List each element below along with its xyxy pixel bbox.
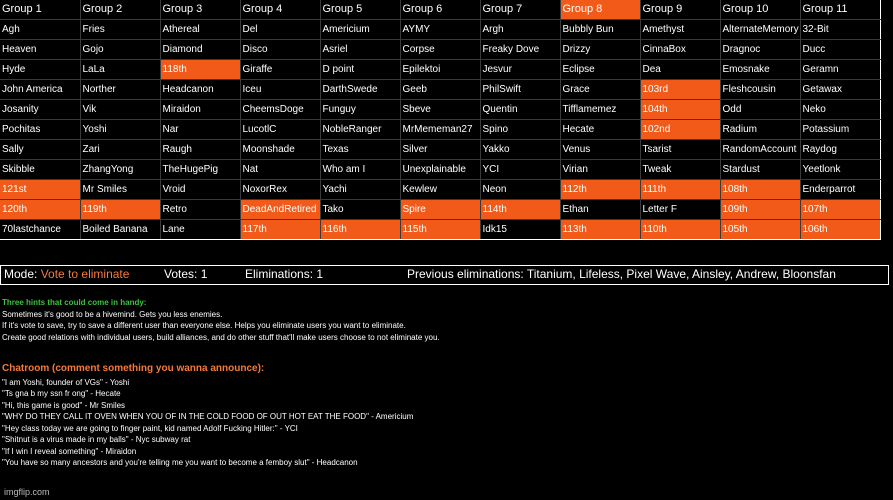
table-cell: 114th bbox=[480, 200, 560, 220]
table-cell: 106th bbox=[800, 220, 880, 240]
table-cell: Agh bbox=[0, 20, 80, 40]
table-cell: Raugh bbox=[160, 140, 240, 160]
table-cell: Idk15 bbox=[480, 220, 560, 240]
table-cell: 70lastchance bbox=[0, 220, 80, 240]
table-cell: Ducc bbox=[800, 40, 880, 60]
table-cell: 111th bbox=[640, 180, 720, 200]
table-cell: Tako bbox=[320, 200, 400, 220]
table-cell: D point bbox=[320, 60, 400, 80]
table-cell: Dragnoc bbox=[720, 40, 800, 60]
table-cell: Nat bbox=[240, 160, 320, 180]
table-cell: Yoshi bbox=[80, 120, 160, 140]
table-cell: 32-Bit bbox=[800, 20, 880, 40]
table-cell: Tifflamemez bbox=[560, 100, 640, 120]
table-cell: Who am I bbox=[320, 160, 400, 180]
chat-message: "Shitnut is a virus made in my balls" - Nyc subway rat bbox=[2, 435, 191, 444]
table-cell: Vroid bbox=[160, 180, 240, 200]
table-cell: Skibble bbox=[0, 160, 80, 180]
table-cell: Stardust bbox=[720, 160, 800, 180]
table-cell: Silver bbox=[400, 140, 480, 160]
table-row bbox=[0, 220, 880, 240]
table-row bbox=[0, 40, 880, 60]
chat-message: "WHY DO THEY CALL IT OVEN WHEN YOU OF IN THE COLD FOOD OF OUT HOT EAT THE FOOD" - Americium bbox=[2, 412, 414, 421]
previous-eliminations: Previous eliminations: Titanium, Lifeless, Pixel Wave, Ainsley, Andrew, Bloonsfan bbox=[407, 267, 836, 281]
table-cell: John America bbox=[0, 80, 80, 100]
group-header: Group 9 bbox=[640, 0, 720, 20]
table-cell: 103rd bbox=[640, 80, 720, 100]
table-cell: Americium bbox=[320, 20, 400, 40]
table-cell: 104th bbox=[640, 100, 720, 120]
table-cell: YCI bbox=[480, 160, 560, 180]
table-cell: Tsarist bbox=[640, 140, 720, 160]
group-header: Group 2 bbox=[80, 0, 160, 20]
table-cell: TheHugePig bbox=[160, 160, 240, 180]
table-cell: Sbeve bbox=[400, 100, 480, 120]
table-cell: Dea bbox=[640, 60, 720, 80]
table-cell: Gojo bbox=[80, 40, 160, 60]
table-cell: Enderparrot bbox=[800, 180, 880, 200]
table-cell: 102nd bbox=[640, 120, 720, 140]
table-cell: NoxorRex bbox=[240, 180, 320, 200]
table-row bbox=[0, 80, 880, 100]
chat-message: "Ts gna b my ssn fr ong" - Hecate bbox=[2, 389, 121, 398]
table-cell: Asriel bbox=[320, 40, 400, 60]
table-cell: Zari bbox=[80, 140, 160, 160]
table-cell: Hyde bbox=[0, 60, 80, 80]
table-cell: Virian bbox=[560, 160, 640, 180]
table-cell: Boiled Banana bbox=[80, 220, 160, 240]
table-cell: Funguy bbox=[320, 100, 400, 120]
table-cell: Geeb bbox=[400, 80, 480, 100]
group-header: Group 3 bbox=[160, 0, 240, 20]
table-cell: Fries bbox=[80, 20, 160, 40]
group-header: Group 5 bbox=[320, 0, 400, 20]
table-cell: 119th bbox=[80, 200, 160, 220]
chatroom-title: Chatroom (comment something you wanna announce): bbox=[2, 363, 265, 374]
table-row bbox=[0, 20, 880, 40]
table-cell: 107th bbox=[800, 200, 880, 220]
mode-value: Vote to eliminate bbox=[40, 267, 130, 281]
table-cell: 115th bbox=[400, 220, 480, 240]
table-cell: Josanity bbox=[0, 100, 80, 120]
group-header: Group 11 bbox=[800, 0, 880, 20]
table-cell: Potassium bbox=[800, 120, 880, 140]
table-cell: Kewlew bbox=[400, 180, 480, 200]
table-cell: Emosnake bbox=[720, 60, 800, 80]
table-cell: 116th bbox=[320, 220, 400, 240]
table-cell: Geramn bbox=[800, 60, 880, 80]
table-cell: Sally bbox=[0, 140, 80, 160]
chat-message: "Hey class today we are going to finger paint, kid named Adolf Fucking Hitler:" - YCI bbox=[2, 423, 298, 433]
table-cell: Del bbox=[240, 20, 320, 40]
table-cell: Yakko bbox=[480, 140, 560, 160]
table-cell: Pochitas bbox=[0, 120, 80, 140]
chatroom-section bbox=[2, 363, 413, 469]
table-cell: Hecate bbox=[560, 120, 640, 140]
chat-message: "If I win I reveal something" - Miraidon bbox=[2, 446, 137, 456]
group-header: Group 10 bbox=[720, 0, 800, 20]
table-cell: DeadAndRetired bbox=[240, 200, 320, 220]
group-header: Group 4 bbox=[240, 0, 320, 20]
table-cell: Norther bbox=[80, 80, 160, 100]
table-cell: Neko bbox=[800, 100, 880, 120]
table-cell: CheemsDoge bbox=[240, 100, 320, 120]
table-cell: Venus bbox=[560, 140, 640, 160]
table-cell: Vik bbox=[80, 100, 160, 120]
table-cell: Getawax bbox=[800, 80, 880, 100]
table-cell: AYMY bbox=[400, 20, 480, 40]
table-cell: 113th bbox=[560, 220, 640, 240]
table-cell: Miraidon bbox=[160, 100, 240, 120]
hints-section bbox=[2, 297, 440, 343]
table-cell: 109th bbox=[720, 200, 800, 220]
table-cell: 118th bbox=[160, 60, 240, 80]
table-cell: Yeetlonk bbox=[800, 160, 880, 180]
table-cell: 121st bbox=[0, 180, 80, 200]
chat-message: "You have so many ancestors and you're telling me you want to become a femboy slut" - Headcanon bbox=[2, 458, 358, 467]
table-cell: Diamond bbox=[160, 40, 240, 60]
table-cell: 120th bbox=[0, 200, 80, 220]
table-cell: Giraffe bbox=[240, 60, 320, 80]
chat-message: "I am Yoshi, founder of VGs" - Yoshi bbox=[2, 377, 130, 387]
table-cell: Yachi bbox=[320, 180, 400, 200]
table-row bbox=[0, 200, 880, 220]
table-cell: Lane bbox=[160, 220, 240, 240]
table-cell: NobleRanger bbox=[320, 120, 400, 140]
group-header: Group 7 bbox=[480, 0, 560, 20]
table-cell: 112th bbox=[560, 180, 640, 200]
table-cell: Eclipse bbox=[560, 60, 640, 80]
table-cell: Unexplainable bbox=[400, 160, 480, 180]
table-row bbox=[0, 60, 880, 80]
table-cell: Moonshade bbox=[240, 140, 320, 160]
table-cell: PhilSwift bbox=[480, 80, 560, 100]
watermark: imgflip.com bbox=[4, 487, 50, 497]
table-cell: 108th bbox=[720, 180, 800, 200]
hint-line: Sometimes it's good to be a hivemind. Gets you less enemies. bbox=[2, 309, 223, 319]
table-cell: DarthSwede bbox=[320, 80, 400, 100]
table-cell: Mr Smiles bbox=[80, 180, 160, 200]
table-cell: Ethan bbox=[560, 200, 640, 220]
table-cell: Iceu bbox=[240, 80, 320, 100]
table-cell: Spino bbox=[480, 120, 560, 140]
group-header: Group 8 bbox=[560, 0, 640, 20]
table-cell: RandomAccount bbox=[720, 140, 800, 160]
eliminations-count: Eliminations: 1 bbox=[245, 267, 324, 281]
table-cell: CinnaBox bbox=[640, 40, 720, 60]
table-cell: Neon bbox=[480, 180, 560, 200]
table-cell: Argh bbox=[480, 20, 560, 40]
table-cell: 117th bbox=[240, 220, 320, 240]
table-cell: Headcanon bbox=[160, 80, 240, 100]
table-cell: Retro bbox=[160, 200, 240, 220]
table-cell: Disco bbox=[240, 40, 320, 60]
table-cell: ZhangYong bbox=[80, 160, 160, 180]
table-row bbox=[0, 120, 880, 140]
table-cell: Spire bbox=[400, 200, 480, 220]
hints-title: Three hints that could come in handy: bbox=[2, 298, 147, 307]
group-header: Group 1 bbox=[0, 0, 80, 20]
table-cell: Grace bbox=[560, 80, 640, 100]
votes-count: Votes: 1 bbox=[164, 267, 208, 281]
group-header: Group 6 bbox=[400, 0, 480, 20]
table-cell: LaLa bbox=[80, 60, 160, 80]
table-cell: Tweak bbox=[640, 160, 720, 180]
table-cell: Nar bbox=[160, 120, 240, 140]
table-cell: LucotlC bbox=[240, 120, 320, 140]
chat-message: "Hi, this game is good" - Mr Smiles bbox=[2, 400, 126, 410]
table-cell: Jesvur bbox=[480, 60, 560, 80]
table-cell: Radium bbox=[720, 120, 800, 140]
hint-line: Create good relations with individual users, build alliances, and do other stuff that'll make users choose to not eliminate you. bbox=[2, 332, 440, 342]
table-cell: MrMememan27 bbox=[400, 120, 480, 140]
table-cell: Freaky Dove bbox=[480, 40, 560, 60]
table-row bbox=[0, 180, 880, 200]
table-cell: Heaven bbox=[0, 40, 80, 60]
table-cell: Corpse bbox=[400, 40, 480, 60]
table-cell: 105th bbox=[720, 220, 800, 240]
table-cell: Epilektoi bbox=[400, 60, 480, 80]
table-cell: Amethyst bbox=[640, 20, 720, 40]
table-cell: Bubbly Bun bbox=[560, 20, 640, 40]
table-cell: Texas bbox=[320, 140, 400, 160]
mode-label: Mode: Vote to eliminate bbox=[4, 267, 130, 281]
table-cell: Fleshcousin bbox=[720, 80, 800, 100]
table-cell: Odd bbox=[720, 100, 800, 120]
groups-table bbox=[0, 0, 881, 240]
table-cell: Quentin bbox=[480, 100, 560, 120]
status-bar bbox=[0, 265, 889, 285]
table-cell: Raydog bbox=[800, 140, 880, 160]
table-cell: AlternateMemory bbox=[720, 20, 800, 40]
table-row bbox=[0, 140, 880, 160]
table-row bbox=[0, 100, 880, 120]
table-cell: Drizzy bbox=[560, 40, 640, 60]
table-cell: 110th bbox=[640, 220, 720, 240]
table-cell: Letter F bbox=[640, 200, 720, 220]
table-cell: Athereal bbox=[160, 20, 240, 40]
table-row bbox=[0, 160, 880, 180]
hint-line: If it's vote to save, try to save a different user than everyone else. Helps you eliminate users you want to eliminate. bbox=[2, 321, 406, 330]
